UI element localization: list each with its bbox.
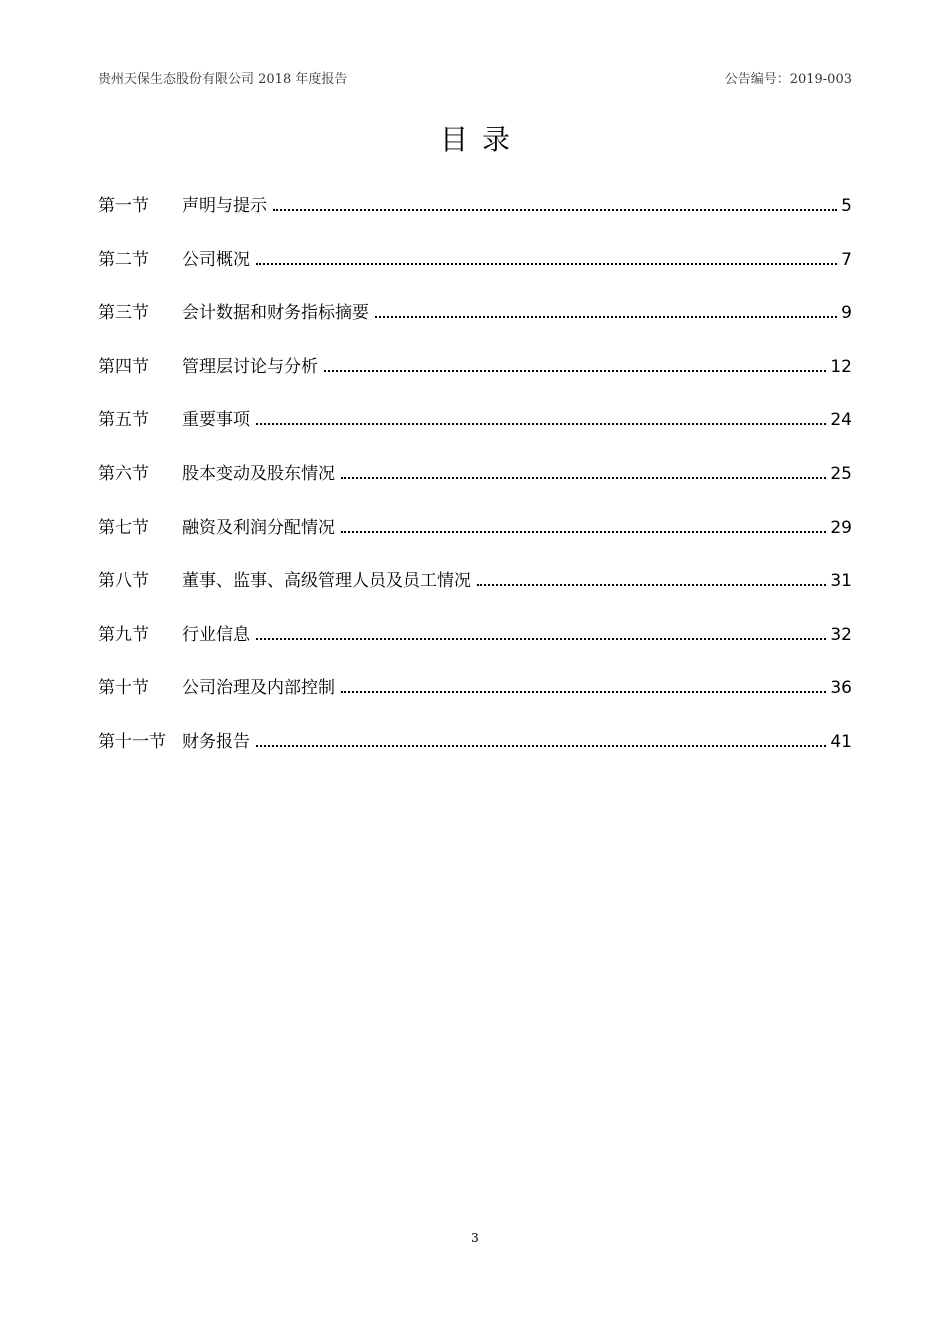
toc-section-title: 公司概况 [182,249,250,270]
toc-section-title: 重要事项 [182,410,250,431]
page-header [98,68,852,88]
toc-dot-leader [341,530,826,533]
toc-page-number: 5 [841,196,852,216]
toc-section-title: 财务报告 [182,731,250,752]
toc-page-number: 9 [841,303,852,324]
toc-entry[interactable] [98,461,852,515]
toc-page-number: 32 [830,624,852,645]
toc-section-number: 第八节 [98,571,149,592]
toc-section-title: 行业信息 [182,624,250,645]
toc-page-number: 29 [830,517,852,538]
toc-section-number: 第七节 [98,517,149,538]
toc-page-number: 36 [830,678,852,699]
toc-section-title: 会计数据和财务指标摘要 [182,303,369,324]
toc-page-number: 25 [830,463,852,484]
announcement-number: 公告编号：2019-003 [724,72,852,87]
toc-page-number: 31 [830,571,852,592]
page-number: 3 [471,1231,479,1245]
toc-section-number: 第十一节 [98,731,166,752]
toc-dot-leader [324,369,826,372]
toc-entry[interactable] [98,675,852,729]
toc-dot-leader [477,583,826,586]
toc-page-number: 7 [841,249,852,270]
toc-dot-leader [375,315,837,318]
toc-dot-leader [256,422,826,425]
toc-dot-leader [341,476,826,479]
toc-section-number: 第一节 [98,196,149,216]
toc-section-title: 股本变动及股东情况 [182,463,335,484]
report-title: 贵州天保生态股份有限公司 2018 年度报告 [98,72,348,87]
toc-page-number: 24 [830,410,852,431]
toc-page-number: 12 [830,356,852,377]
toc-section-title: 公司治理及内部控制 [182,678,335,699]
toc-entry[interactable] [98,300,852,354]
toc-entry[interactable] [98,622,852,676]
toc-section-number: 第三节 [98,303,149,324]
toc-section-title: 管理层讨论与分析 [182,356,318,377]
table-of-contents [98,193,852,783]
toc-dot-leader [341,690,826,693]
toc-dot-leader [273,208,837,211]
toc-entry[interactable] [98,193,852,247]
toc-section-number: 第四节 [98,356,149,377]
toc-entry[interactable] [98,247,852,301]
toc-section-number: 第五节 [98,410,149,431]
toc-section-title: 融资及利润分配情况 [182,517,335,538]
toc-entry[interactable] [98,354,852,408]
toc-entry[interactable] [98,407,852,461]
toc-page-number: 41 [830,731,852,752]
toc-entry[interactable] [98,729,852,783]
toc-section-number: 第九节 [98,624,149,645]
toc-section-number: 第六节 [98,463,149,484]
toc-section-title: 董事、监事、高级管理人员及员工情况 [182,571,471,592]
toc-dot-leader [256,262,837,265]
toc-section-number: 第十节 [98,678,149,699]
toc-dot-leader [256,744,826,747]
toc-entry[interactable] [98,568,852,622]
toc-dot-leader [256,637,826,640]
toc-title: 目录 [439,123,524,156]
toc-section-number: 第二节 [98,249,149,270]
toc-entry[interactable] [98,515,852,569]
toc-section-title: 声明与提示 [182,196,267,216]
